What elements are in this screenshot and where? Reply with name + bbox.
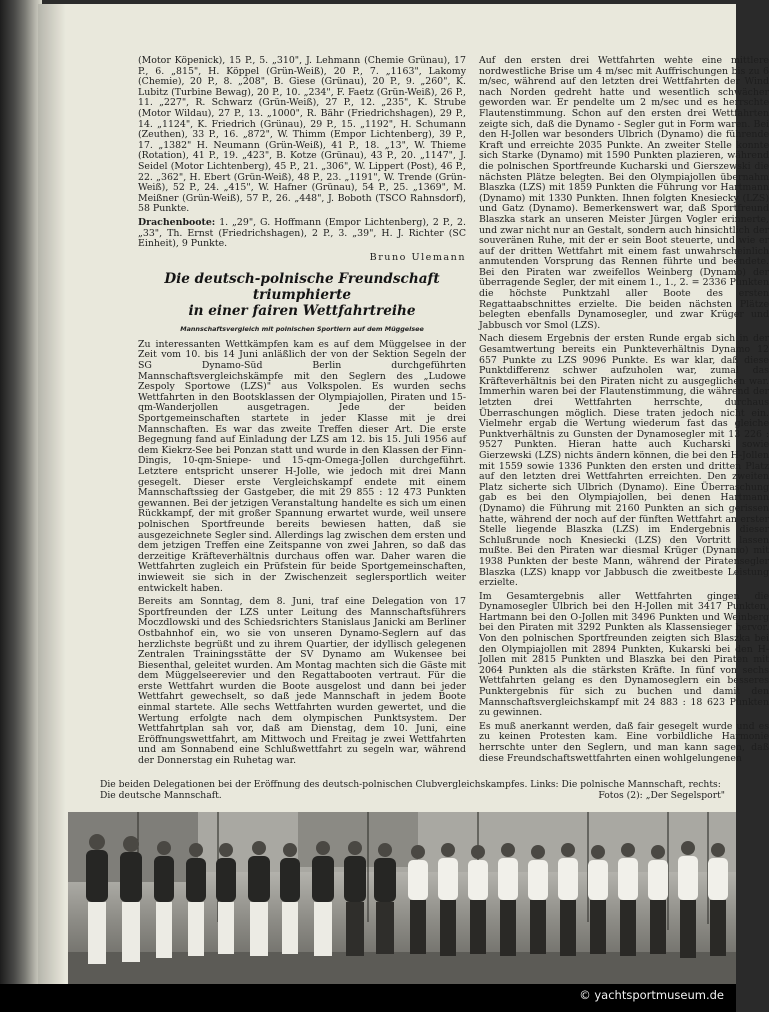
- photo-credit: Fotos (2): „Der Segelsport": [598, 789, 725, 801]
- group-photo-image: [68, 812, 736, 986]
- drachen-results: [138, 218, 466, 250]
- book-spine: [0, 0, 42, 1012]
- right-column: [479, 56, 769, 767]
- left-column: [138, 56, 466, 770]
- article-paragraph: Auf den ersten drei Wettfahrten wehte eine mittlere nordwestliche Brise um 4 m/sec mit Auffrischungen bis zu 6 m/sec, während auf den letzten drei Wettfahrten der Wind nach Norden gedreht hatte und wesentlich schwächer geworden war. Er pendelte um 2 m/sec und es herrschte Flautenstimmung. Schon auf den ersten drei Wettfahrten zeigte sich, daß die Dynamo - Segler gut in Form waren. Bei den H-Jollen war besonders Ulbrich (Dynamo) die führende Kraft und erreichte 2035 Punkte. An zweiter Stelle konnte sich Starke (Dynamo) mit 1590 Punkten plazieren, während die polnischen Sportfreunde Kucharski und Gierszewski die nächsten Plätze belegten. Bei den Olympiajollen übernahm Blaszka (LZS) mit 1859 Punkten die Führung vor Hartmann (Dynamo) mit 1330 Punkten. Ihnen folgten Knesiecky (LZS) und Gatz (Dynamo). Bemerkenswert war, daß Sportfreund Blaszka stark an unseren Meister Jürgen Vogler erinnerte, und zwar nicht nur an Gestalt, sondern auch hinsichtlich der souveränen Ruhe, mit der er sein Boot steuerte, und wie er auf der dritten Wettfahrt mit einem fast unwahrscheinlich anmutenden Vorsprung das Rennen führte und beendete. Bei den Piraten war zweifellos Weinberg (Dynamo) der überragende Segler, der mit einem 1., 1., 2. = 2336 Punkten die höchste Punktzahl aller Boote des ersten Regattaabschnittes erzielte. Die beiden nächsten Plätze belegten ebenfalls Dynamosegler, und zwar Krüger und Jabbusch vor Smol (LZS).: [479, 55, 769, 331]
- drachen-text: 1. „29", G. Hoffmann (Empor Lichtenberg), 2 P., 2. „33", Th. Ernst (Friedrichshagen), 2 P., 3. „39", H. J. Richter (SC Einheit), 9 Punkte.: [138, 216, 466, 250]
- article-paragraph: Es muß anerkannt werden, daß fair gesegelt wurde und es zu keinen Protesten kam. Eine vorbildliche Harmonie herrschte unter den Seglern, und man kann sagen, daß diese Freundschaftswettfahrten einen wohlgelungenen: [479, 720, 769, 764]
- article-paragraph: Zu interessanten Wettkämpfen kam es auf dem Müggelsee in der Zeit vom 10. bis 14 Juni anläßlich der von der Sektion Segeln der SG Dynamo-Süd Berlin durchgeführten Mannschaftsvergleichskämpfe mit den Seglern des „Ludowe Zespoly Sportowe (LZS)" aus Volkspolen. Es wurden sechs Wettfahrten in den Bootsklassen der Olympiajollen, Piraten und 15-qm-Wanderjollen ausgetragen. Jede der beiden Sportgemeinschaften startete in jeder Klasse mit je drei Mannschaften. Es war das zweite Treffen dieser Art. Die erste Begegnung fand auf Einladung der LZS am 12. bis 15. Juli 1956 auf dem Kiekrz-See bei Ponzan statt und wurde in den Klassen der Finn-Dingis, 10-qm-Sniepe- und 15-qm-Omega-Jollen durchgeführt. Letztere entspricht unserer H-Jolle, wie jedoch mit drei Mann gesegelt. Dieser erste Vergleichskampf endete mit einem Mannschaftssieg der Gastgeber, die mit 29 855 : 12 473 Punkten gewannen. Bei der jetzigen Veranstaltung handelte es sich um einen Rückkampf, der mit großer Spannung erwartet wurde, weil unsere polnischen Sportfreunde bereits bewiesen hatten, daß sie ausgezeichnete Segler sind. Allerdings lag zwischen dem ersten und dem jetzigen Treffen eine Zeitspanne von zwei Jahren, so daß das derzeitige Kräfteverhältnis durchaus offen war. Daher waren die Wettfahrten zugleich ein Prüfstein für beide Sportgemeinschaften, inwieweit sie sich in der Zwischenzeit seglersportlich weiter entwickelt haben.: [138, 338, 466, 594]
- article-paragraph: Bereits am Sonntag, dem 8. Juni, traf eine Delegation von 17 Sportfreunden der LZS unter Leitung des Mannschaftsführers Moczdlowski und des Schiedsrichters Stanislaus Janicki am Berliner Ostbahnhof ein, wo sie von unseren Dynamo-Seglern auf das herzlichste begrüßt und zu ihrem Quartier, der idyllisch gelegenen Zentralen Trainingsstätte der SV Dynamo am Wukensee bei Biesenthal, geleitet wurden. Am Montag machten sich die Gäste mit dem Müggelseerevier und den Regattabooten vertraut. Für die erste Wettfahrt wurden die Boote ausgelost und dann bei jeder Wettfahrt gewechselt, so daß jede Mannschaft in jedem Boote einmal startete. Alle sechs Wettfahrten wurden gewertet, und die Wertung erfolgte nach dem olympischen Punktsystem. Der Wettfahrtplan sah vor, daß am Dienstag, dem 10. Juni, eine Eröffnungswettfahrt, am Mittwoch und Freitag je zwei Wettfahrten und am Sonnabend eine Schlußwettfahrt zu segeln war, während der Donnerstag ein Ruhetag war.: [138, 596, 466, 767]
- headline-line-2: in einer fairen Wettfahrtreihe: [188, 303, 416, 320]
- article-paragraph: Im Gesamtergebnis aller Wettfahrten gingen die Dynamosegler Ulbrich bei den H-Jollen mit 3417 Punkten, Hartmann bei den O-Jollen mit 3496 Punkten und Weinberg bei den Piraten mit 3292 Punkten als Klassensieger hervor. Von den polnischen Sportfreunden zeigten sich Blaszka bei den Olympiajollen mit 2894 Punkten, Kukarski bei den H-Jollen mit 2815 Punkten und Blaszka bei den Piraten mit 2064 Punkten als die stärksten Kräfte. In fünf von sechs Wettfahrten gelang es den Dynamoseglern ein besseres Punktergebnis für sich zu buchen und damit den Mannschaftsvergleichskampf mit 24 883 : 18 623 Punkten zu gewinnen.: [479, 590, 769, 719]
- group-photo-graphic: [68, 812, 736, 986]
- headline-line-1: Die deutsch-polnische Freundschaft triumphierte: [164, 271, 440, 304]
- article-subhead: Mannschaftsvergleich mit polnischen Sportlern auf dem Müggelsee: [180, 325, 424, 334]
- photo-caption: [100, 780, 725, 801]
- author-signature: Bruno Ulemann: [369, 251, 466, 263]
- caption-text: Die beiden Delegationen bei der Eröffnung des deutsch-polnischen Clubvergleichskampfes. Links: Die polnische Mannschaft, rechts: Die deutsche Mannschaft.: [100, 779, 721, 801]
- article-paragraph: Nach diesem Ergebnis der ersten Runde ergab sich in der Gesamtwertung bereits ein Punkteverhältnis Dynamo 12 657 Punkte zu LZS 9096 Punkte. Es war klar, daß diese Punktdifferenz schwer aufzuholen war, zumal das Kräfteverhältnis bei den Piraten nicht zu ausgeglichen war. Immerhin waren bei der Flautenstimmung, die während der letzten drei Wettfahrten herrschte, durchaus Überraschungen möglich. Diese traten jedoch nicht ein. Vielmehr ergab die Wertung wiederum fast das gleiche Punktverhältnis zu Gunsten der Dynamosegler mit 13 226 : 9527 Punkten. Hieran hatte auch Kucharski sowie Gierzewski (LZS) nichts ändern können, die bei den H-Jollen mit 1559 sowie 1336 Punkten den ersten und dritten Platz auf den letzten drei Wettfahrten erreichten. Den zweiten Platz sicherte sich Ulbrich (Dynamo). Eine Überraschung gab es bei den Olympiajollen, bei denen Hartmann (Dynamo) die Führung mit 2160 Punkten an sich gerissen hatte, während der noch auf der fünften Wettfahrt an erster Stelle liegende Blaszka (LZS) im Endergebnis dieser Schlußrunde noch Knesiecki (LZS) den Vortritt lassen mußte. Bei den Piraten war diesmal Krüger (Dynamo) mit 1938 Punkten der beste Mann, während der Piratensegler Blaszka (LZS) knapp vor Jabbusch die zweitbeste Leistung erzielte.: [479, 333, 769, 589]
- results-list: (Motor Köpenick), 15 P., 5. „310", J. Lehmann (Chemie Grünau), 17 P., 6. „815", H. Köppel (Grün-Weiß), 20 P., 7. „1163", Lakomy (Chemie), 20 P., 8. „208", B. Giese (Grünau), 20 P., 9. „260", K. Lubitz (Turbine Bewag), 20 P., 10. „234", F. Faetz (Grün-Weiß), 26 P., 11. „227", R. Schwarz (Grün-Weiß), 27 P., 12. „235", K. Strube (Motor Wildau), 27 P., 13. „1000", R. Bähr (Friedrichshagen), 29 P., 14. „1124", K. Friedrich (Grünau), 29 P., 15. „1192", H. Schumann (Zeuthen), 33 P., 16. „872", W. Thimm (Empor Lichtenberg), 39 P., 17. „1382" H. Neumann (Grün-Weiß), 41 P., 18. „13", W. Thieme (Rotation), 41 P., 19. „423", B. Kotze (Grünau), 43 P., 20. „1147", J. Seidel (Motor Lichtenberg), 45 P., 21. „306", W. Lippert (Post), 46 P., 22. „362", H. Ebert (Grün-Weiß), 48 P., 23. „1191", W. Trende (Grün-Weiß), 52 P., 24. „415", W. Hafner (Grünau), 54 P., 25. „1369", M. Meißner (Grün-Weiß), 57 P., 26. „448", J. Boboth (TSCO Rahnsdorf), 58 Punkte.: [138, 55, 466, 215]
- article-headline: [138, 271, 466, 319]
- drachen-label: Drachenboote:: [138, 216, 216, 228]
- watermark-text: © yachtsportmuseum.de: [579, 988, 724, 1002]
